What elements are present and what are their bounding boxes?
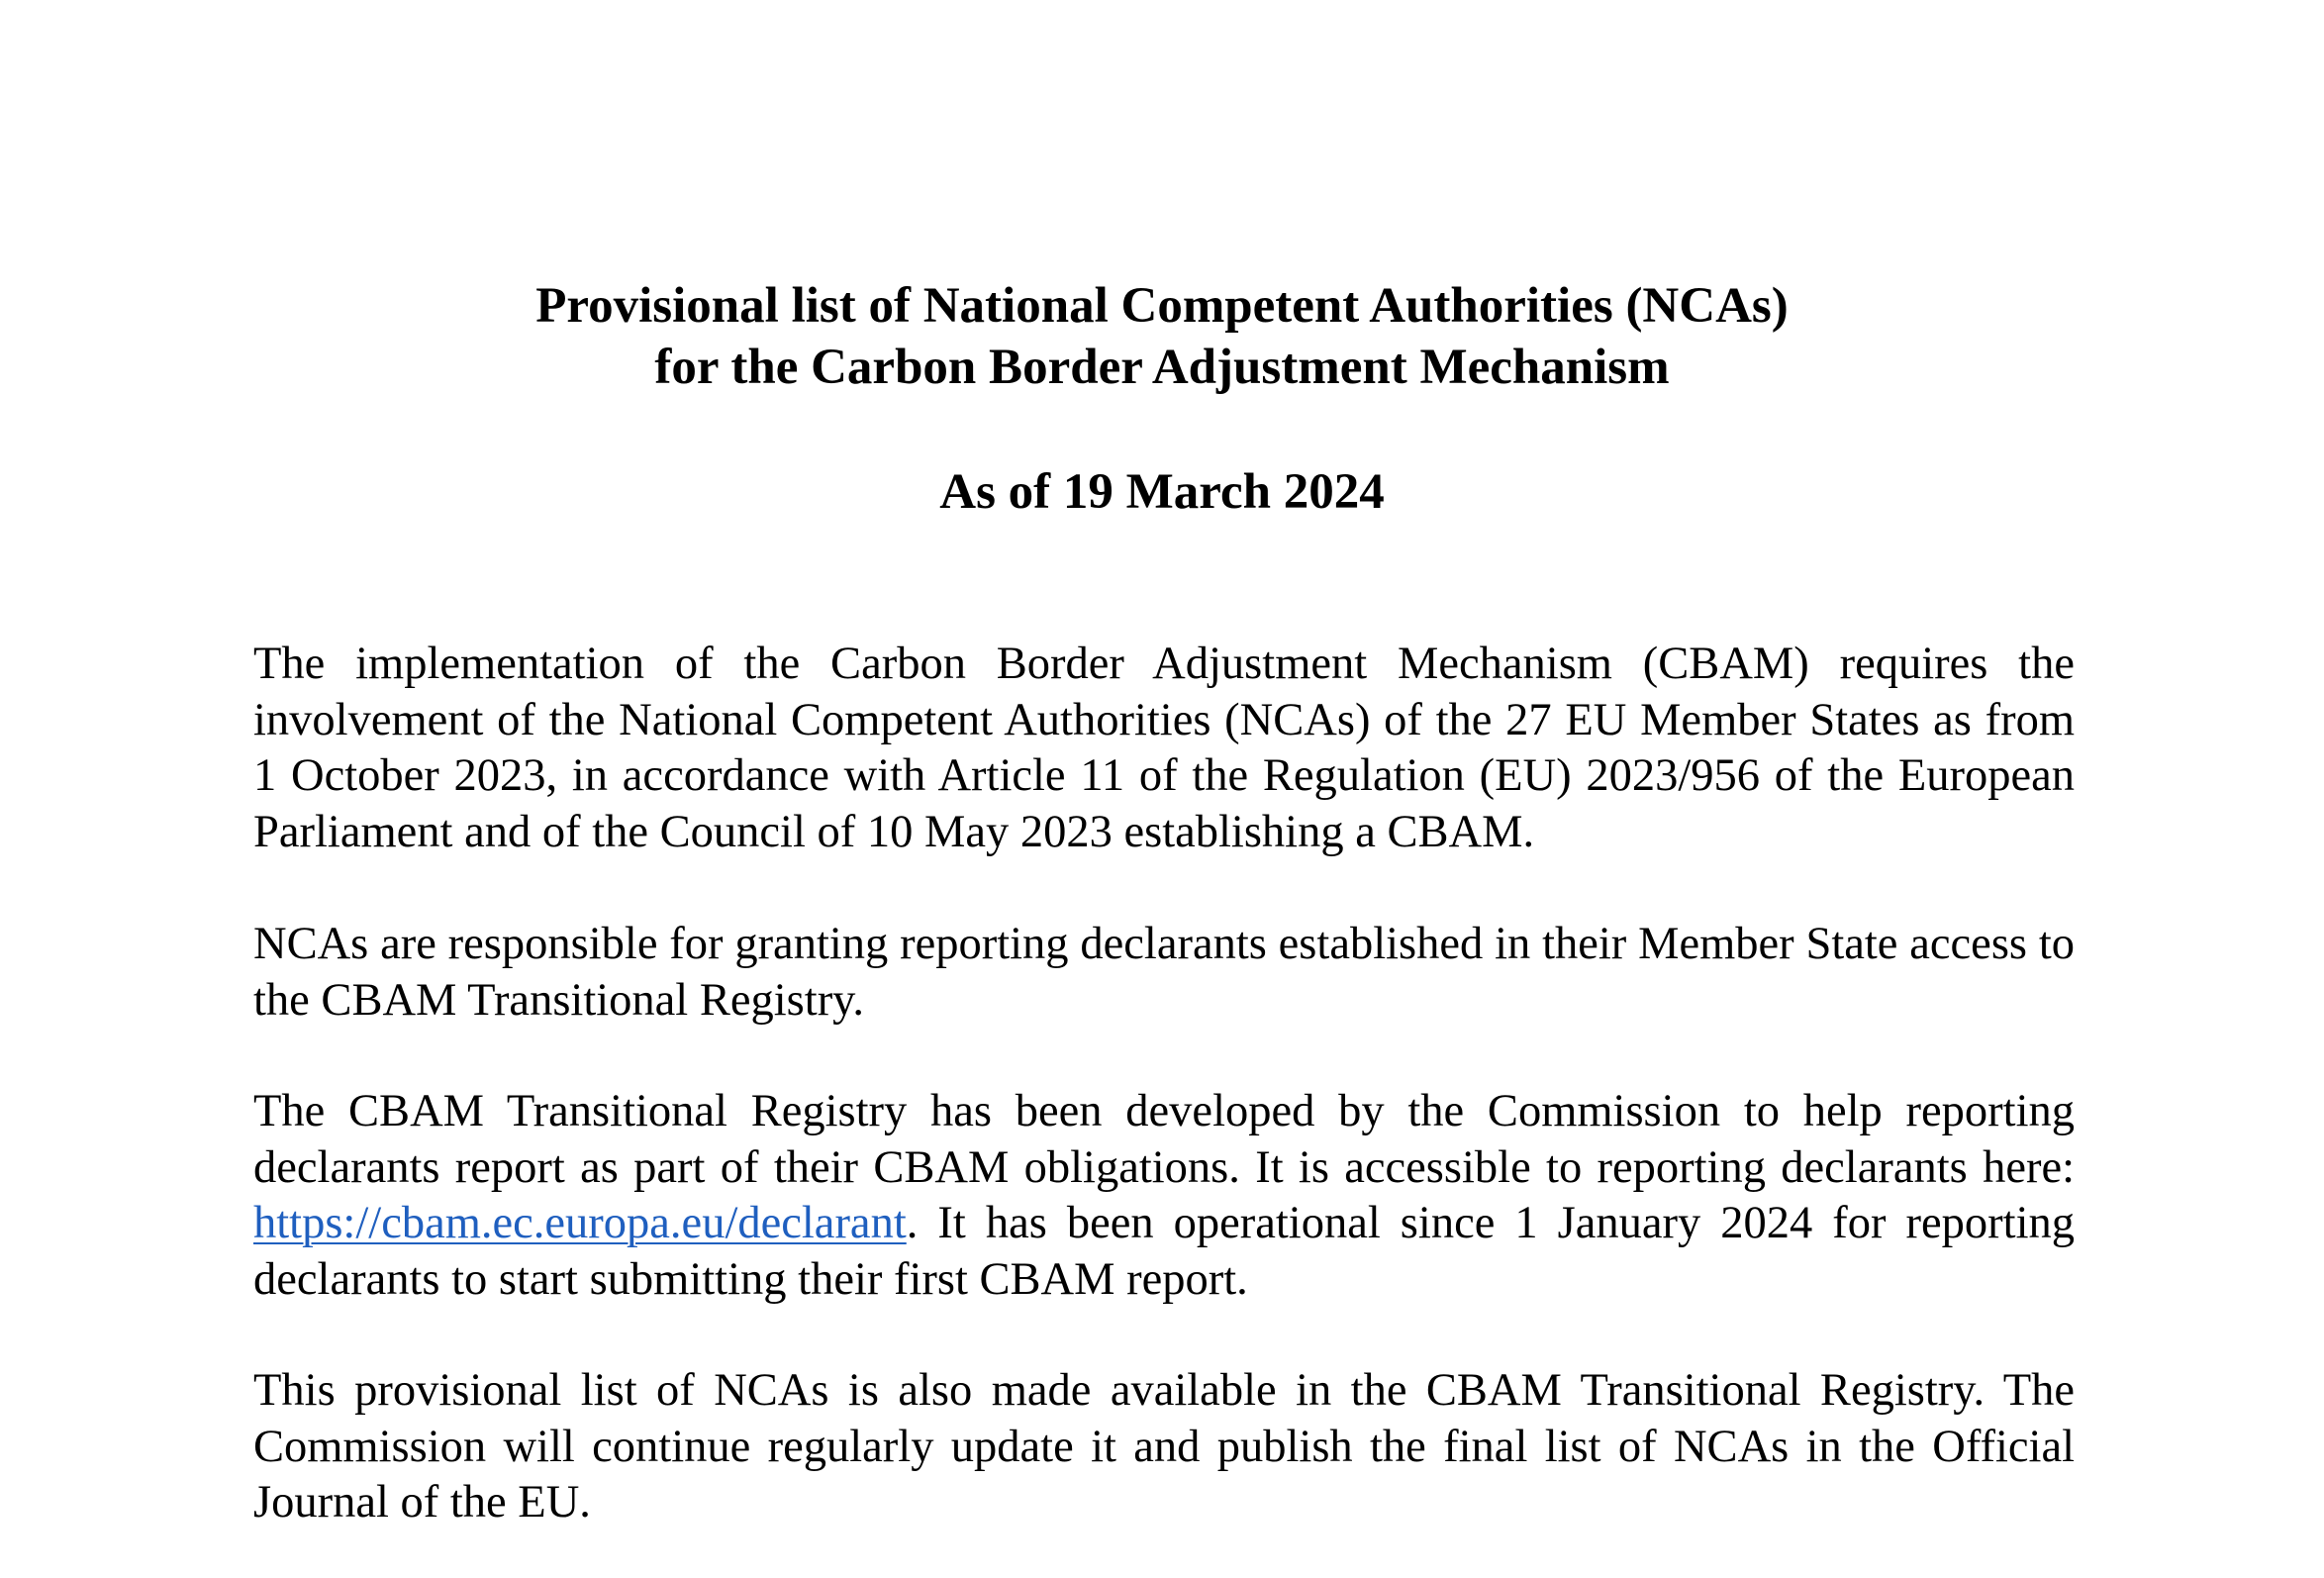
document-title bbox=[0, 275, 2324, 398]
paragraph-registry bbox=[253, 1084, 2075, 1308]
paragraph-nca-responsibility: NCAs are responsible for granting reporting declarants established in their Member State access to the CBAM Transitional Registry. bbox=[253, 919, 2075, 1026]
registry-text-after-link: . It has been operational since 1 January 2024 for reporting declarants to start submitting their first CBAM report. bbox=[253, 1198, 2075, 1305]
title-line-2: for the Carbon Border Adjustment Mechanism bbox=[654, 340, 1670, 395]
paragraph-implementation: The implementation of the Carbon Border Adjustment Mechanism (CBAM) requires the involvement of the National Competent Authorities (NCAs) of the 27 EU Member States as from 1 October 2023, in accordance with Article 11 of the Regulation (EU) 2023/956 of the European Parliament and of the Council of 10 May 2023 establishing a CBAM. bbox=[253, 639, 2075, 857]
declarant-portal-link[interactable]: https://cbam.ec.europa.eu/declarant bbox=[253, 1198, 907, 1248]
registry-text-before-link: The CBAM Transitional Registry has been developed by the Commission to help reporting declarants report as part of their CBAM obligations. It is accessible to reporting declarants here: bbox=[253, 1086, 2075, 1193]
title-line-1: Provisional list of National Competent Authorities (NCAs) bbox=[535, 278, 1789, 334]
document-date: As of 19 March 2024 bbox=[939, 464, 1385, 520]
paragraph-provisional-list: This provisional list of NCAs is also made available in the CBAM Transitional Registry. The Commission will continue regularly update it and publish the final list of NCAs in the Official Journal of the EU. bbox=[253, 1365, 2075, 1528]
